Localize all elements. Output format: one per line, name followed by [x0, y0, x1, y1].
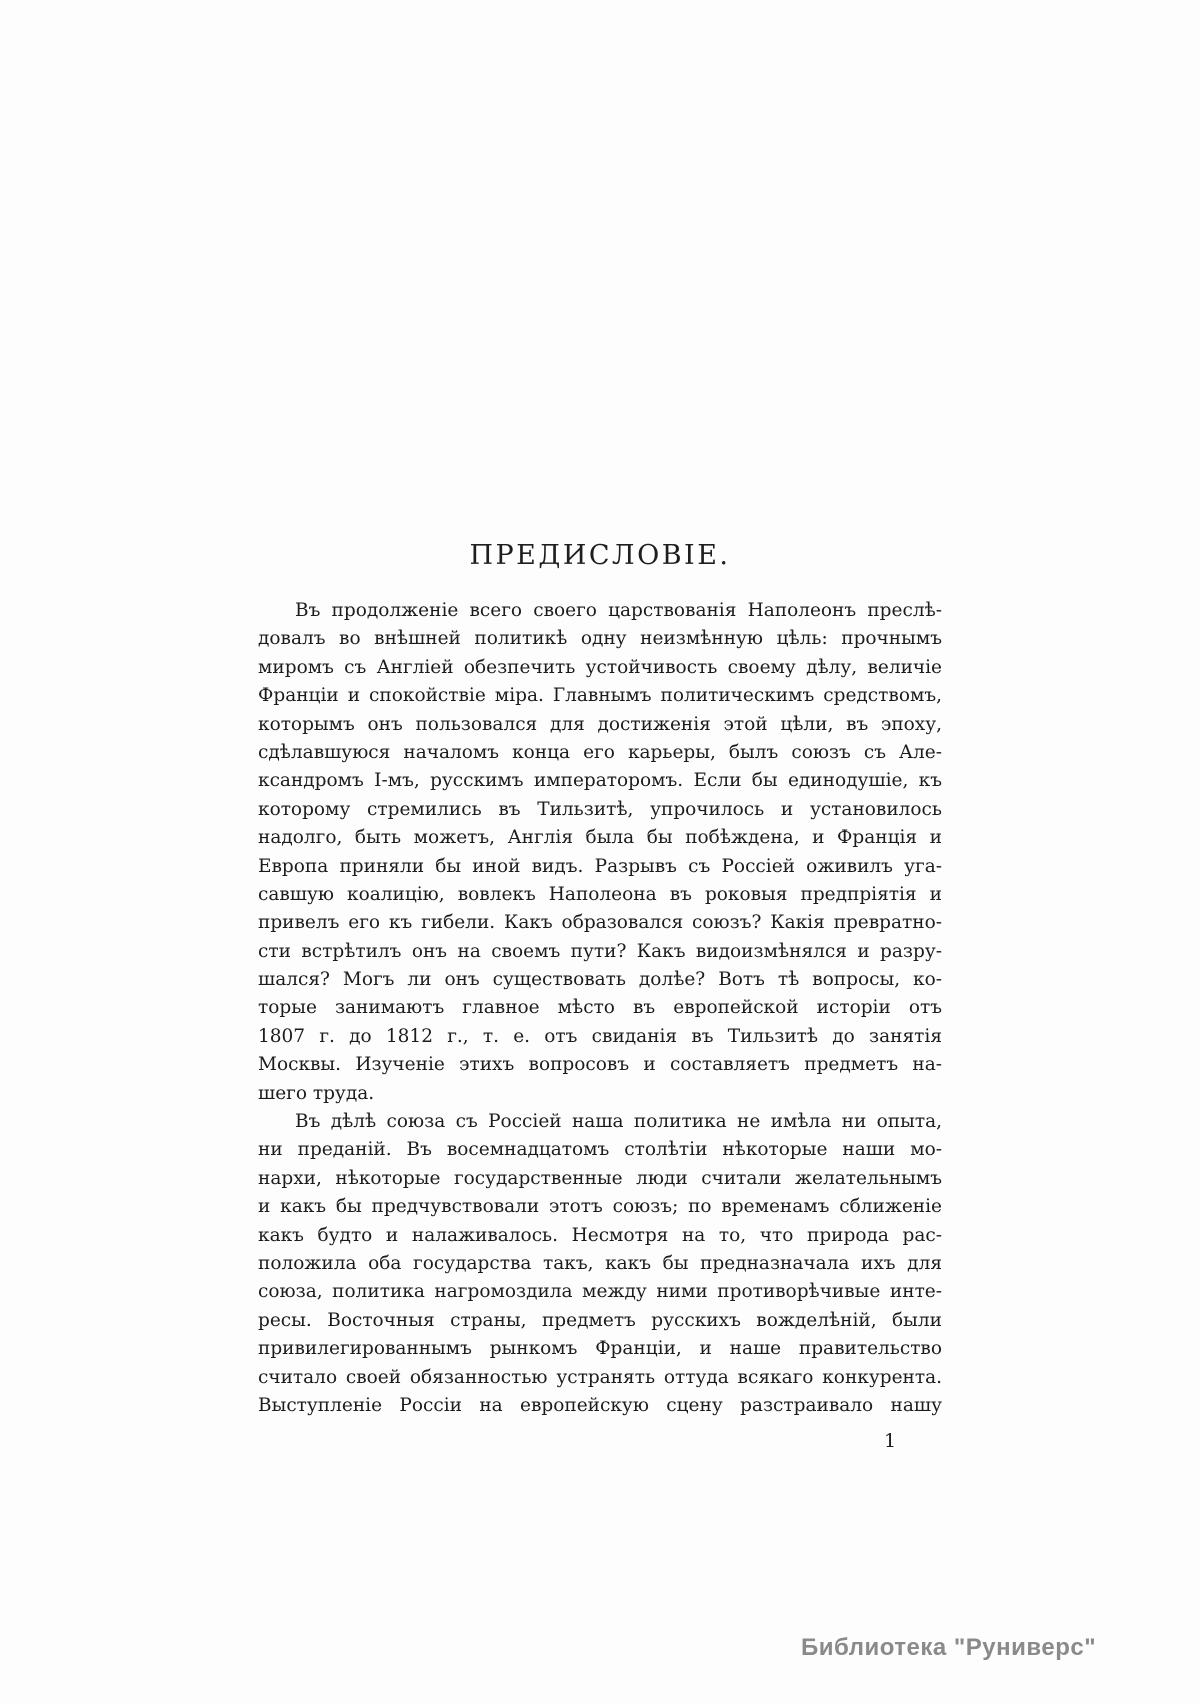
- text-line: союза, политика нагромоздила между ними противорѣчивые инте-: [258, 1281, 942, 1303]
- text-line: довалъ во внѣшней политикѣ одну неизмѣнную цѣль: прочнымъ: [258, 628, 942, 650]
- text-line: Въ дѣлѣ союза съ Россіей наша политика не имѣла ни опыта,: [295, 1111, 942, 1133]
- paragraph: [258, 597, 942, 1108]
- paragraph: [258, 1108, 942, 1420]
- text-line: нархи, нѣкоторые государственные люди считали желательнымъ: [258, 1167, 942, 1189]
- text-line: Въ продолженіе всего своего царствованія Наполеонъ преслѣ-: [295, 600, 942, 621]
- text-line: Франціи и спокойствіе міра. Главнымъ политическимъ средствомъ,: [258, 685, 942, 707]
- text-line: миромъ съ Англіей обезпечить устойчивость своему дѣлу, величіе: [258, 656, 942, 678]
- text-line: савшую коалицію, вовлекъ Наполеона въ роковыя предпріятія и: [258, 883, 942, 905]
- text-block: [258, 597, 942, 1420]
- text-line: торые занимаютъ главное мѣсто въ европейской исторіи отъ: [258, 997, 942, 1019]
- text-line: сдѣлавшуюся началомъ конца его карьеры, былъ союзъ съ Але-: [258, 741, 942, 763]
- text-line: считало своей обязанностью устранять оттуда всякаго конкурента.: [258, 1366, 942, 1388]
- text-line: которому стремились въ Тильзитѣ, упрочилось и установилось: [258, 798, 942, 820]
- text-line: Выступленіе Россіи на европейскую сцену разстраивало нашу: [258, 1394, 942, 1416]
- text-line: и какъ бы предчувствовали этотъ союзъ; по временамъ сближеніе: [258, 1196, 942, 1218]
- text-line: шался? Могъ ли онъ существовать долѣе? Вотъ тѣ вопросы, ко-: [258, 969, 942, 991]
- text-line: положила оба государства такъ, какъ бы предназначала ихъ для: [258, 1252, 942, 1274]
- text-line: сти встрѣтилъ онъ на своемъ пути? Какъ видоизмѣнялся и разру-: [258, 940, 942, 962]
- text-line: какъ будто и налаживалось. Несмотря на то, что природа рас-: [258, 1224, 942, 1246]
- text-line: Москвы. Изученіе этихъ вопросовъ и составляетъ предметъ на-: [258, 1054, 942, 1076]
- page-signature-number: 1: [884, 1430, 897, 1452]
- library-watermark: Библиотека "Руниверс": [801, 1634, 1097, 1661]
- text-line: ни преданій. Въ восемнадцатомъ столѣтіи нѣкоторые наши мо-: [258, 1139, 942, 1161]
- text-line: надолго, быть можетъ, Англія была бы побѣждена, и Франція и: [258, 827, 942, 849]
- text-line: 1807 г. до 1812 г., т. е. отъ свиданія въ Тильзитѣ до занятія: [258, 1025, 942, 1047]
- text-line: ресы. Восточныя страны, предметъ русскихъ вожделѣній, были: [258, 1309, 942, 1331]
- text-line: Европа приняли бы иной видъ. Разрывъ съ Россіей оживилъ уга-: [258, 855, 942, 877]
- text-line: привелъ его къ гибели. Какъ образовался союзъ? Какія превратно-: [258, 912, 942, 934]
- text-line: ксандромъ I-мъ, русскимъ императоромъ. Если бы единодушіе, къ: [258, 770, 942, 792]
- page-title: ПРЕДИСЛОВІЕ.: [469, 540, 731, 571]
- text-line: шего труда.: [258, 1082, 375, 1104]
- text-line: которымъ онъ пользовался для достиженія этой цѣли, въ эпоху,: [258, 713, 942, 735]
- text-line: привилегированнымъ рынкомъ Франціи, и наше правительство: [258, 1338, 942, 1360]
